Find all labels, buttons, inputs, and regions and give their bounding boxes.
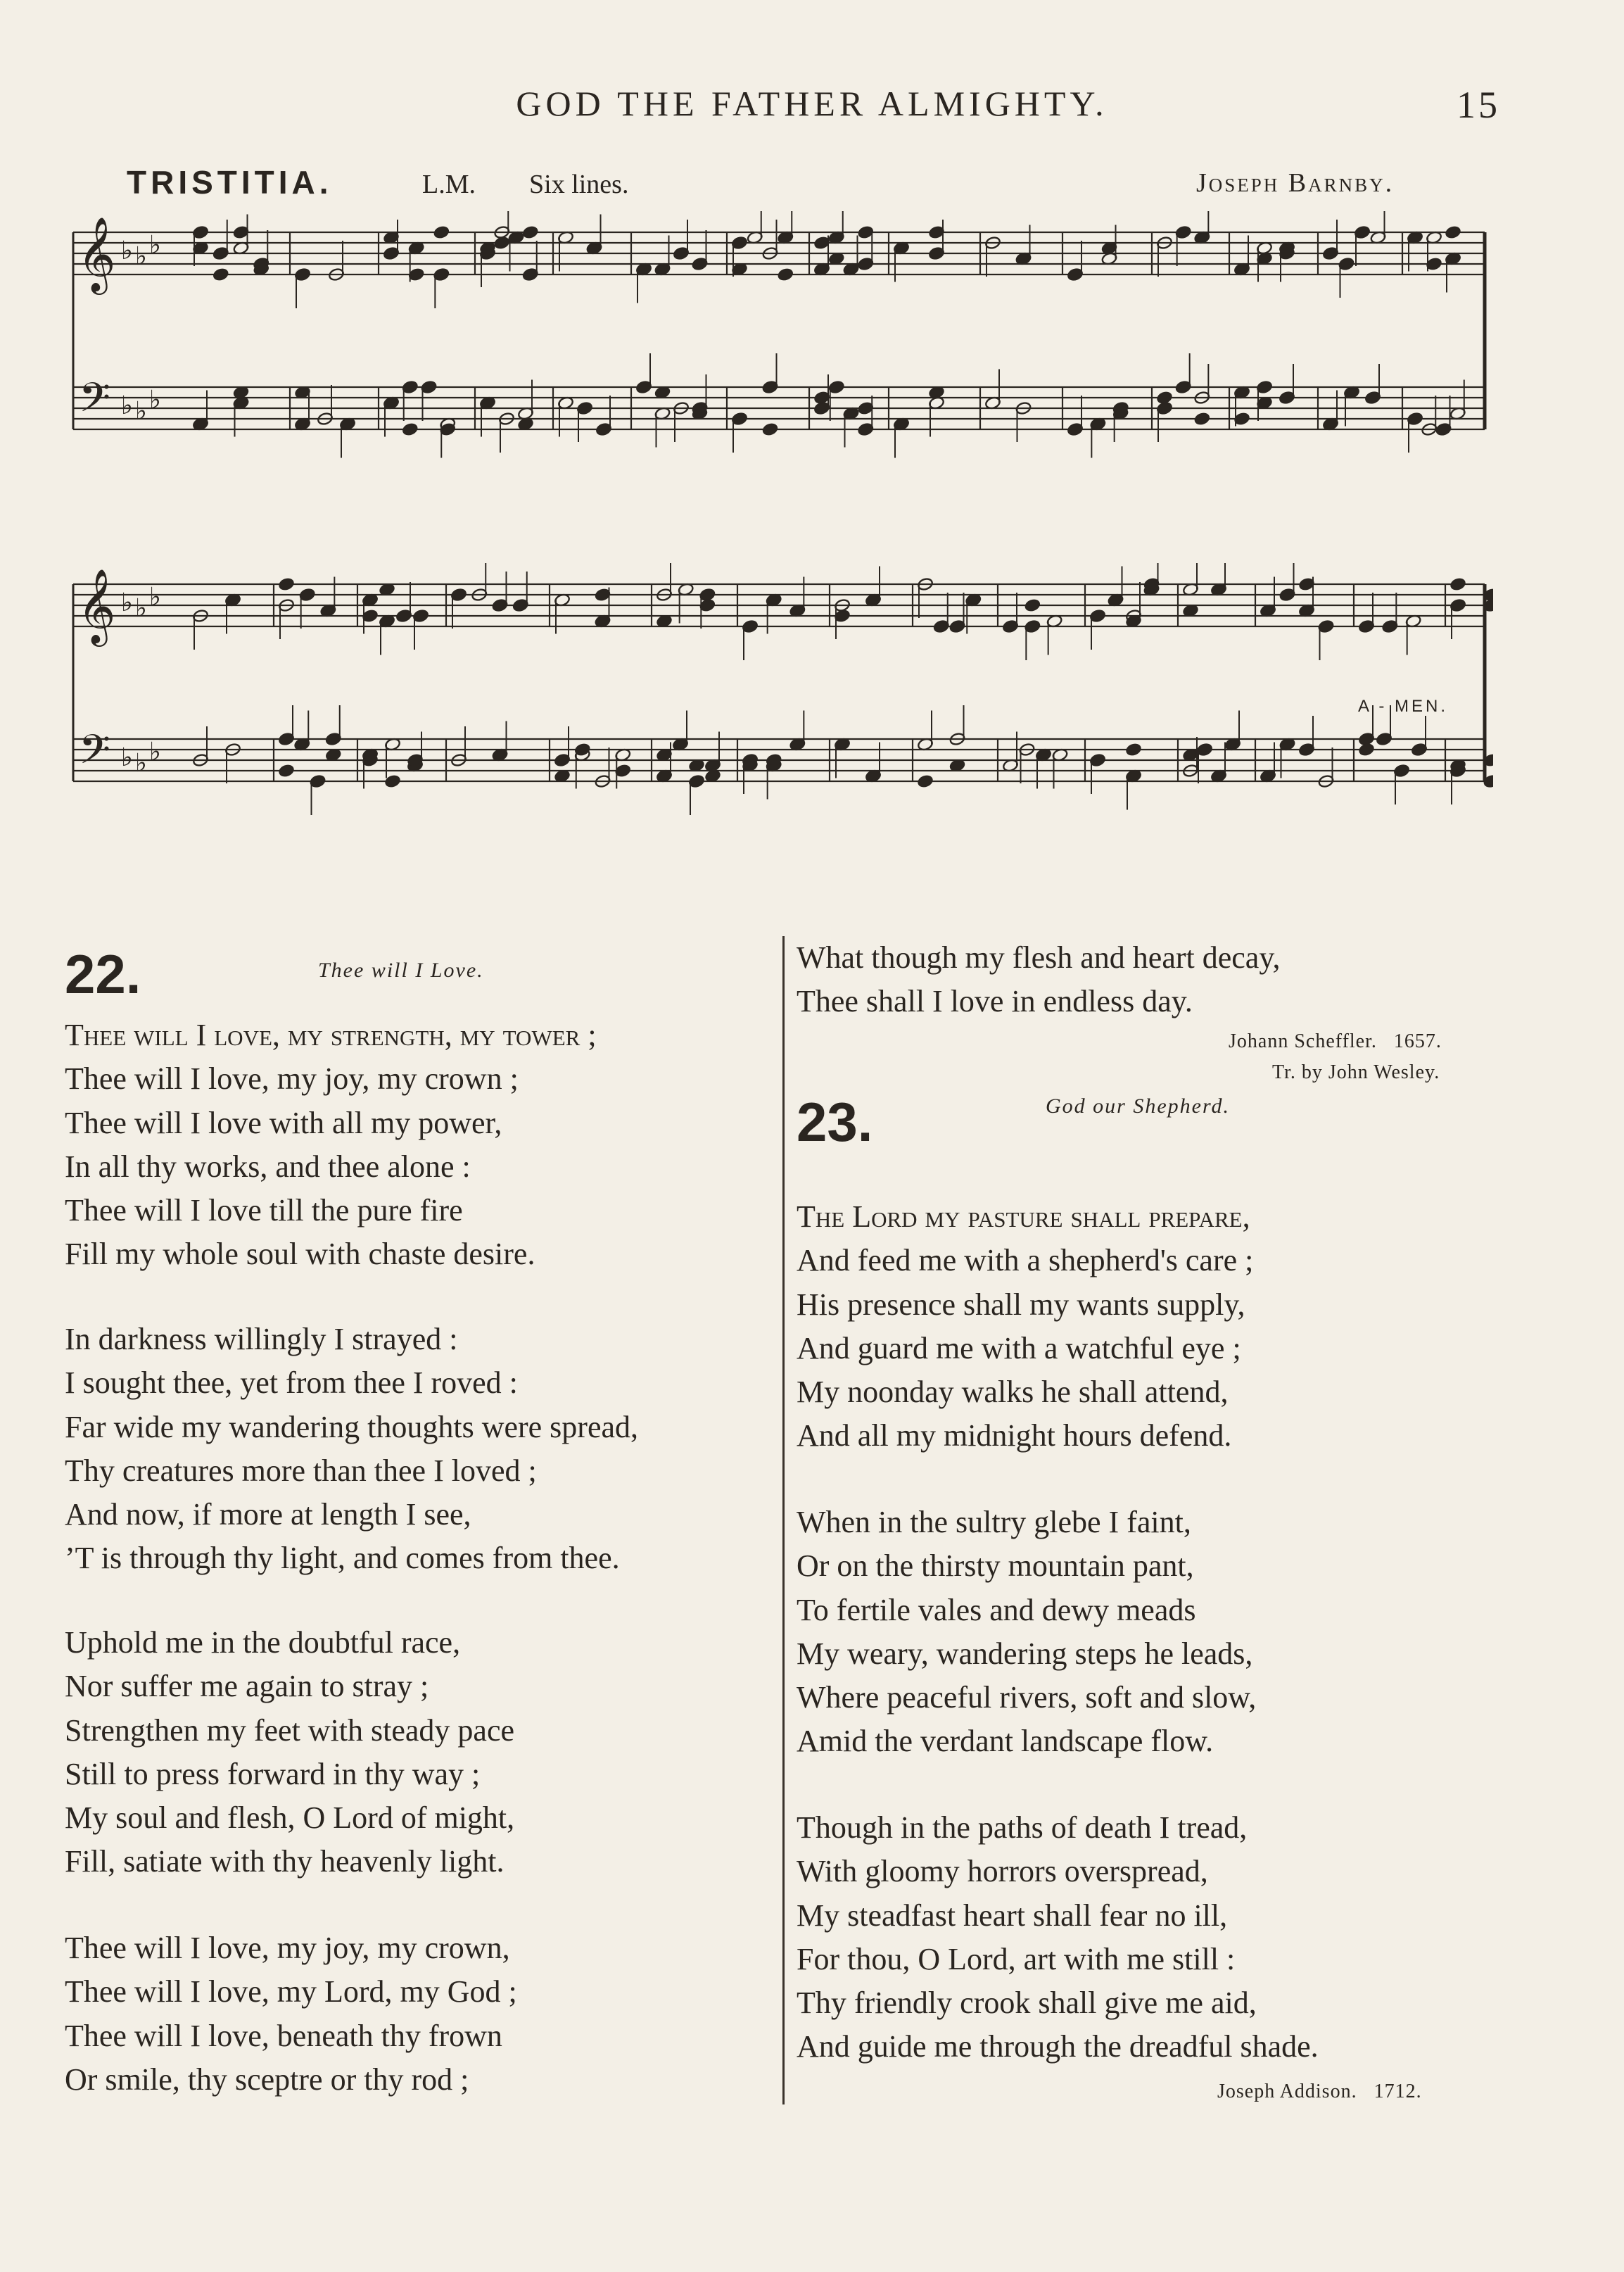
verse-line: And feed me with a shepherd's care ; [797, 1243, 1254, 1278]
verse-line: To fertile vales and dewy meads [797, 1592, 1196, 1627]
verse-line: My noonday walks he shall attend, [797, 1375, 1229, 1410]
verse-line: My steadfast heart shall fear no ill, [797, 1898, 1228, 1933]
verse-line: The Lord my pasture shall prepare, [797, 1199, 1250, 1234]
verse-line: Thee will I love, my strength, my tower ; [65, 1018, 597, 1052]
verse-line: Though in the paths of death I tread, [797, 1810, 1248, 1845]
verse-line: I sought thee, yet from thee I roved : [65, 1365, 518, 1401]
verse-line: Thee shall I love in endless day. [797, 984, 1193, 1019]
hymn-subtitle: Thee will I Love. [318, 959, 484, 982]
tune-note: Six lines. [529, 170, 629, 199]
verse-line: My weary, wandering steps he leads, [797, 1636, 1253, 1671]
svg-text:𝄢: 𝄢 [79, 374, 111, 431]
author-year: 1657. [1393, 1030, 1442, 1052]
hymn-number: 22. [65, 943, 141, 1005]
music-system-2 [65, 563, 1493, 873]
verse-line: His presence shall my wants supply, [797, 1287, 1245, 1322]
verse-line: Fill, satiate with thy heavenly light. [65, 1844, 505, 1879]
verse-line: Nor suffer me again to stray ; [65, 1669, 429, 1704]
verse-line: In darkness willingly I strayed : [65, 1322, 458, 1356]
svg-text:♭: ♭ [135, 397, 147, 426]
verse-line: Fill my whole soul with chaste desire. [65, 1237, 535, 1272]
verse-line: Thee will I love till the pure fire [65, 1193, 463, 1228]
verse-line: And guide me through the dreadful shade. [797, 2029, 1319, 2064]
tune-meter: L.M. [422, 170, 476, 199]
stanza [65, 1621, 514, 1884]
svg-text:♭: ♭ [121, 743, 133, 772]
hymn-author [1217, 2081, 1422, 2103]
staff-group [73, 563, 1493, 815]
verse-line: Thy friendly crook shall give me aid, [797, 1986, 1257, 2021]
music-notation [65, 563, 1493, 873]
svg-text:♭: ♭ [121, 588, 133, 617]
svg-text:♭: ♭ [121, 236, 133, 265]
svg-text:𝄞: 𝄞 [77, 568, 116, 643]
verse-line: And all my midnight hours defend. [797, 1418, 1232, 1453]
verse-line: Or smile, thy sceptre or thy rod ; [65, 2062, 469, 2097]
page-number: 15 [1457, 84, 1500, 126]
svg-text:♭: ♭ [135, 749, 147, 778]
svg-text:♭: ♭ [149, 231, 161, 260]
hymn-number: 23. [797, 1091, 873, 1153]
svg-text:♭: ♭ [149, 738, 161, 766]
svg-text:♭: ♭ [135, 242, 147, 271]
column-divider [782, 936, 785, 2104]
svg-text:𝄞: 𝄞 [77, 216, 116, 291]
svg-text:♭: ♭ [135, 594, 147, 623]
verse-line: Thee will I love, my Lord, my God ; [65, 1974, 517, 2009]
verse-line: Thee will I love, beneath thy frown [65, 2018, 502, 2053]
svg-text:𝄢: 𝄢 [79, 726, 111, 783]
amen-label: A - MEN. [1358, 697, 1449, 716]
verse-line: Thee will I love with all my power, [65, 1105, 502, 1140]
tune-name: TRISTITIA. [127, 164, 333, 201]
music-notation [65, 211, 1493, 507]
stanza [797, 1501, 1256, 1764]
verse-line: When in the sultry glebe I faint, [797, 1505, 1191, 1539]
svg-text:♭: ♭ [149, 583, 161, 612]
staff-group [73, 211, 1485, 458]
hymn-subtitle: God our Shepherd. [1046, 1094, 1231, 1118]
verse-line: And guard me with a watchful eye ; [797, 1330, 1241, 1365]
stanza [65, 1014, 597, 1277]
verse-line: Amid the verdant landscape flow. [797, 1724, 1214, 1759]
verse-line: Still to press forward in thy way ; [65, 1756, 481, 1791]
hymn-author [1229, 1030, 1442, 1053]
svg-text:♭: ♭ [121, 391, 133, 420]
verse-line: In all thy works, and thee alone : [65, 1149, 471, 1184]
author-year: 1712. [1374, 2081, 1422, 2102]
stanza [797, 1806, 1319, 2069]
verse-line: What though my flesh and heart decay, [797, 940, 1281, 975]
tune-composer: Joseph Barnby. [1196, 168, 1395, 198]
verse-line: My soul and flesh, O Lord of might, [65, 1800, 515, 1836]
verse-line: Far wide my wandering thoughts were spread, [65, 1409, 639, 1444]
verse-line: Thee will I love, my joy, my crown ; [65, 1061, 519, 1097]
verse-line: Thee will I love, my joy, my crown, [65, 1931, 510, 1965]
author-name: Johann Scheffler. [1229, 1030, 1377, 1052]
verse-line: ’T is through thy light, and comes from thee. [65, 1541, 620, 1576]
music-system-1 [65, 211, 1493, 507]
author-name: Joseph Addison. [1217, 2081, 1357, 2102]
verse-line: Thy creatures more than thee I loved ; [65, 1453, 537, 1488]
stanza [797, 1195, 1253, 1458]
verse-line: Or on the thirsty mountain pant, [797, 1548, 1194, 1584]
verse-line: For thou, O Lord, art with me still : [797, 1941, 1236, 1976]
svg-text:♭: ♭ [149, 386, 161, 415]
running-title: GOD THE FATHER ALMIGHTY. [516, 84, 1108, 123]
verse-line: And now, if more at length I see, [65, 1497, 471, 1532]
verse-line: Strengthen my feet with steady pace [65, 1712, 515, 1748]
stanza [65, 1318, 638, 1581]
stanza [65, 1926, 517, 2102]
hymn-translator: Tr. by John Wesley. [1272, 1061, 1440, 1083]
verse-line: Where peaceful rivers, soft and slow, [797, 1680, 1257, 1715]
verse-line: Uphold me in the doubtful race, [65, 1625, 461, 1660]
stanza-continued [797, 936, 1280, 1024]
verse-line: With gloomy horrors overspread, [797, 1854, 1208, 1889]
